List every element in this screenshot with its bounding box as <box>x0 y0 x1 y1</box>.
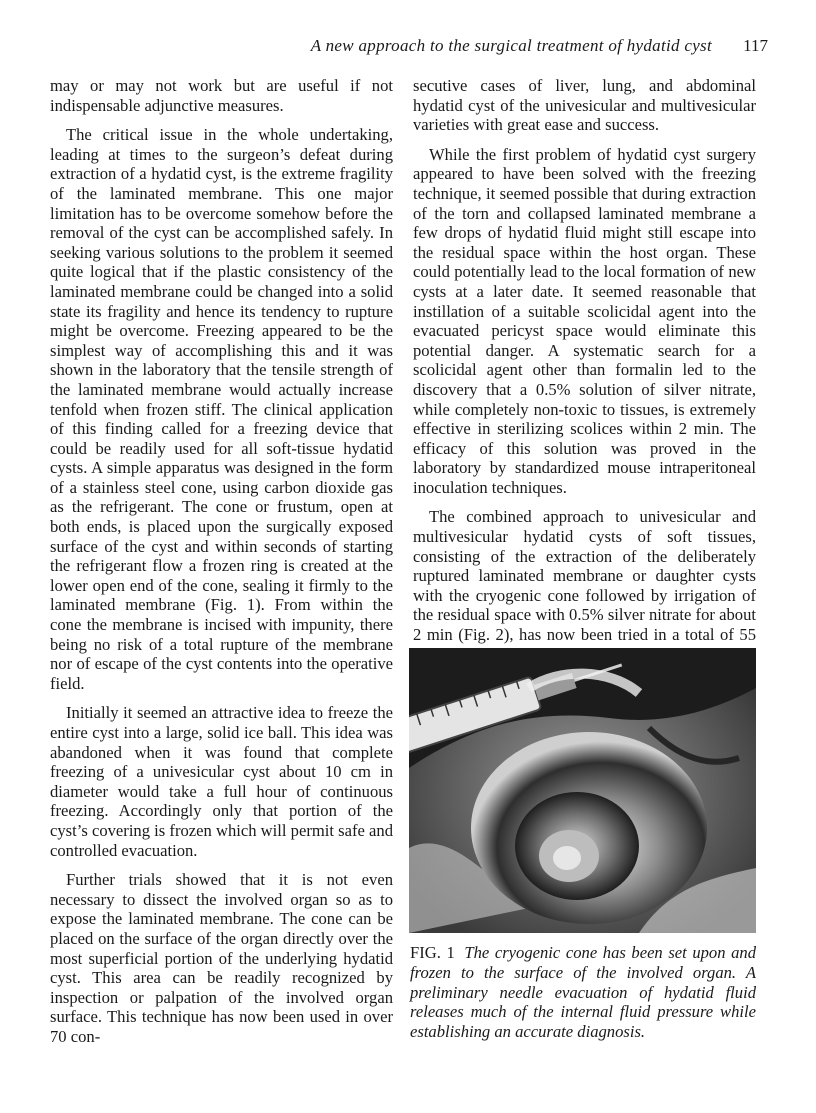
right-column <box>413 76 756 674</box>
paragraph: secutive cases of liver, lung, and abdominal hydatid cyst of the univesicular and multivesicular varieties with great ease and success. <box>413 76 756 135</box>
left-column <box>50 76 393 1057</box>
running-header <box>48 36 768 58</box>
caption-text: The cryogenic cone has been set upon and frozen to the surface of the involved organ. A preliminary needle evacuation of hydatid fluid releases much of the internal fluid pressure while establishing an accurate diagnosis. <box>410 943 756 1042</box>
paragraph: Initially it seemed an attractive idea to freeze the entire cyst into a large, solid ice ball. This idea was abandoned when it was found that complete freezing of a univesicular cyst about 10 cm in diameter would take a full hour of continuous freezing. Accordingly only that portion of the cyst’s covering is frozen which will permit safe and controlled evacuation. <box>50 703 393 860</box>
paragraph: Further trials showed that it is not even necessary to dissect the involved organ so as to expose the laminated membrane. The cone can be placed on the surface of the organ directly over the most superficial portion of the underlying hydatid cyst. This area can be readily recognized by inspection or palpation of the involved organ surface. This technique has now been used in over 70 con- <box>50 870 393 1046</box>
paragraph: may or may not work but are useful if not indispensable adjunctive measures. <box>50 76 393 115</box>
paragraph: The combined approach to univesicular and multivesicular hydatid cysts of soft tissues, consisting of the extraction of the deliberately ruptured laminated membrane or daughter cysts with the cryogenic cone followed by irrigation of the residual space with 0.5% silver nitrate for about 2 min (Fig. 2), has now been tried in a total of 55 <box>413 507 756 645</box>
cryogenic-cone-photo <box>409 648 756 933</box>
page-number: 117 <box>743 36 768 55</box>
figure-caption <box>410 943 756 1042</box>
figure-1-photo <box>409 648 756 933</box>
running-title: A new approach to the surgical treatment of hydatid cyst <box>310 36 712 55</box>
paragraph: The critical issue in the whole undertaking, leading at times to the surgeon’s defeat during extraction of a hydatid cyst, is the extreme fragility of the laminated membrane. This one major limitation has to be overcome somehow before the removal of the cyst can be accomplished safely. In seeking various solutions to the problem it seemed quite logical that if the plastic consistency of the laminated membrane could be changed into a solid state its fragility and hence its tendency to rupture might be overcome. Freezing appeared to be the simplest way of accomplishing this and it was shown in the laboratory that the tensile strength of the laminated membrane would actually increase tenfold when frozen stiff. The clinical application of this finding called for a freezing device that could be readily used for all soft-tissue hydatid cysts. A simple apparatus was designed in the form of a stainless steel cone, using carbon dioxide gas as the refrigerant. The cone or frustum, open at both ends, is placed upon the surgically exposed surface of the cyst and within seconds of starting the refrigerant flow a frozen ring is created at the lower open end of the cone, sealing it firmly to the laminated membrane (Fig. 1). From within the cone the membrane is incised with impunity, there being no risk of a total rupture of the membrane nor of escape of the cyst contents into the operative field. <box>50 125 393 693</box>
figure-label: FIG. 1 <box>410 943 455 962</box>
paragraph: While the first problem of hydatid cyst surgery appeared to have been solved with the freezing technique, it seemed possible that during extraction of the torn and collapsed laminated membrane a few drops of hydatid fluid might still escape into the residual space within the host organ. These could potentially lead to the local formation of new cysts at a later date. It seemed reasonable that instillation of a suitable scolicidal agent into the evacuated pericyst space would eliminate this potential danger. A systematic search for a scolicidal agent other than formalin led to the discovery that a 0.5% solution of silver nitrate, while completely non-toxic to tissues, is extremely effective in sterilizing scolices within 2 min. The efficacy of this solution was proved in the laboratory by standardized mouse intraperitoneal inoculation techniques. <box>413 144 756 497</box>
